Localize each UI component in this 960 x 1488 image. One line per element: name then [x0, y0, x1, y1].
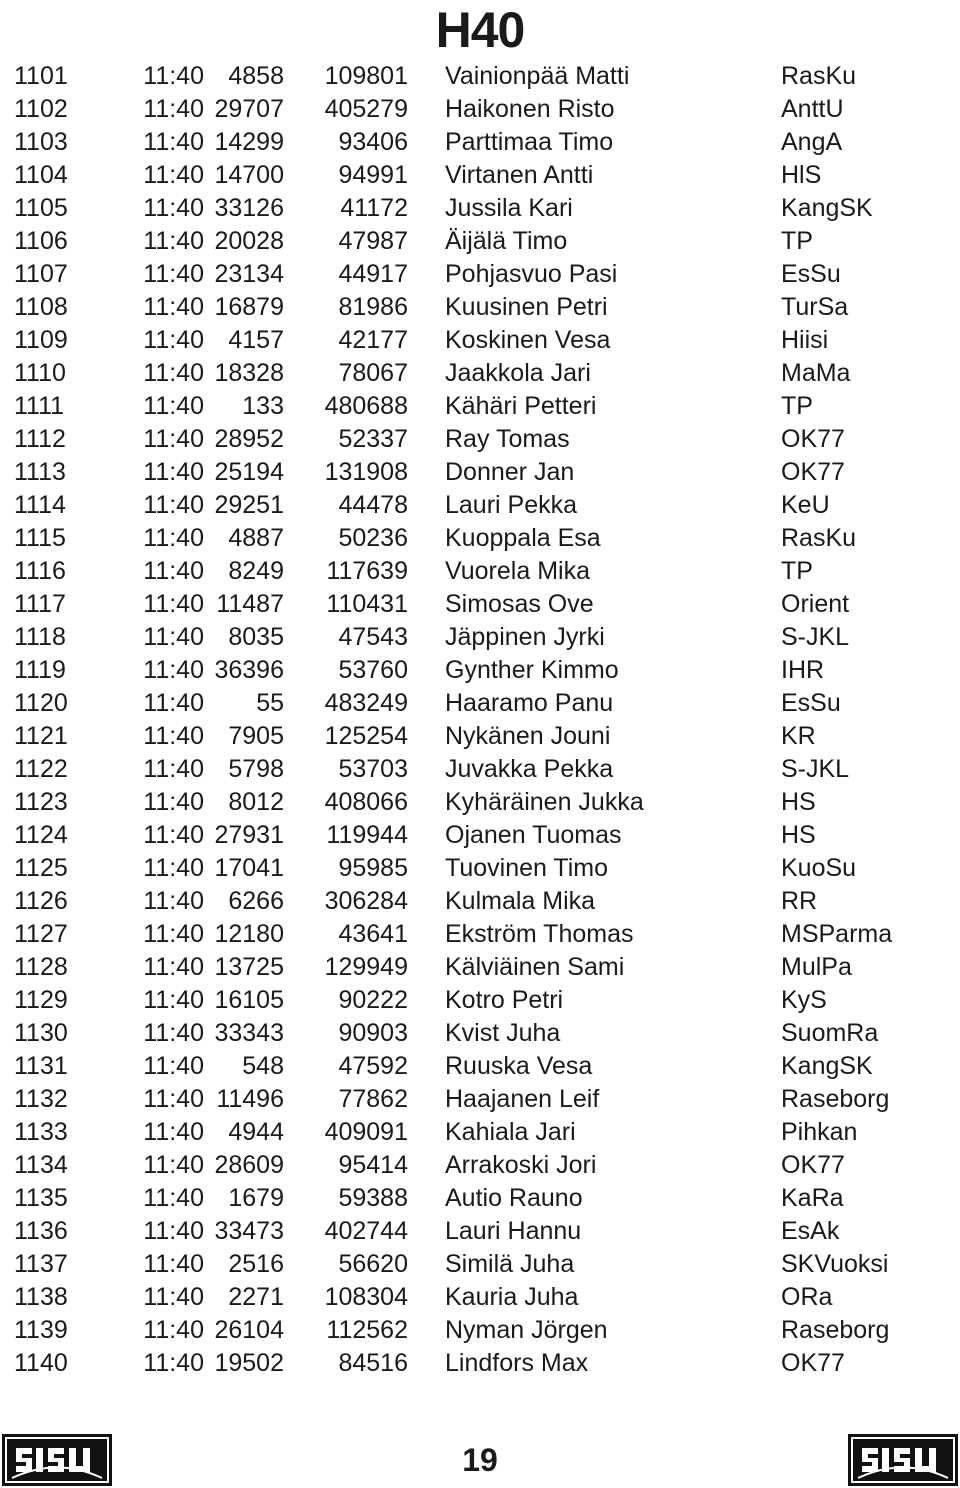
bib-number: 1117: [14, 590, 66, 618]
start-time: 11:40: [143, 227, 204, 255]
start-time: 11:40: [143, 1019, 204, 1047]
start-time: 11:40: [143, 1316, 204, 1344]
club-name: KR: [781, 722, 816, 750]
table-row: [14, 390, 892, 423]
bib-number: 1124: [14, 821, 68, 849]
table-row: [14, 687, 892, 720]
bib-number: 1103: [14, 128, 68, 156]
card-number: 53703: [338, 755, 408, 783]
start-time: 11:40: [143, 1217, 204, 1245]
bib-number: 1118: [14, 623, 66, 651]
table-row: [14, 588, 892, 621]
card-number: 119944: [326, 821, 408, 849]
license-number: 25194: [214, 458, 284, 486]
license-number: 4858: [228, 62, 284, 90]
start-time: 11:40: [143, 557, 204, 585]
license-number: 20028: [214, 227, 284, 255]
competitor-name: Jaakkola Jari: [445, 359, 591, 387]
license-number: 8035: [228, 623, 284, 651]
table-row: [14, 357, 892, 390]
start-time: 11:40: [143, 689, 204, 717]
bib-number: 1137: [14, 1250, 68, 1278]
license-number: 11496: [216, 1085, 284, 1113]
club-name: EsSu: [781, 260, 841, 288]
table-row: [14, 753, 892, 786]
table-row: [14, 522, 892, 555]
club-name: OK77: [781, 458, 845, 486]
club-name: Pihkan: [781, 1118, 858, 1146]
license-number: 28952: [214, 425, 284, 453]
competitor-name: Autio Rauno: [445, 1184, 583, 1212]
club-name: SuomRa: [781, 1019, 879, 1047]
card-number: 78067: [338, 359, 408, 387]
competitor-name: Kuusinen Petri: [445, 293, 608, 321]
table-row: [14, 489, 892, 522]
license-number: 548: [242, 1052, 284, 1080]
license-number: 29707: [214, 95, 284, 123]
club-name: Raseborg: [781, 1316, 890, 1344]
license-number: 2516: [228, 1250, 284, 1278]
club-name: Orient: [781, 590, 850, 618]
club-name: MaMa: [781, 359, 851, 387]
bib-number: 1105: [14, 194, 68, 222]
sisu-logo-icon: [848, 1434, 958, 1486]
license-number: 29251: [214, 491, 284, 519]
competitor-name: Lindfors Max: [445, 1349, 589, 1377]
table-row: [14, 1215, 892, 1248]
license-number: 8249: [228, 557, 284, 585]
table-row: [14, 819, 892, 852]
competitor-name: Lauri Hannu: [445, 1217, 582, 1245]
card-number: 95414: [338, 1151, 408, 1179]
start-time: 11:40: [143, 1250, 204, 1278]
bib-number: 1111: [14, 392, 65, 420]
table-row: [14, 1017, 892, 1050]
competitor-name: Kyhäräinen Jukka: [445, 788, 644, 816]
table-row: [14, 159, 892, 192]
license-number: 12180: [214, 920, 284, 948]
club-name: KaRa: [781, 1184, 844, 1212]
competitor-name: Äijälä Timo: [445, 227, 568, 255]
club-name: KyS: [781, 986, 827, 1014]
competitor-name: Kahiala Jari: [445, 1118, 576, 1146]
start-time: 11:40: [143, 392, 204, 420]
table-row: [14, 1083, 892, 1116]
table-row: [14, 951, 892, 984]
start-time: 11:40: [143, 161, 204, 189]
competitor-name: Haajanen Leif: [445, 1085, 600, 1113]
table-row: [14, 720, 892, 753]
start-time: 11:40: [143, 722, 204, 750]
start-time: 11:40: [143, 821, 204, 849]
start-time: 11:40: [143, 359, 204, 387]
license-number: 13725: [214, 953, 284, 981]
license-number: 6266: [228, 887, 284, 915]
table-row: [14, 423, 892, 456]
license-number: 16879: [214, 293, 284, 321]
start-time: 11:40: [143, 920, 204, 948]
license-number: 55: [256, 689, 284, 717]
start-time: 11:40: [143, 326, 204, 354]
card-number: 44478: [338, 491, 408, 519]
table-row: [14, 1248, 892, 1281]
bib-number: 1139: [14, 1316, 68, 1344]
competitor-name: Haikonen Risto: [445, 95, 615, 123]
start-time: 11:40: [143, 623, 204, 651]
card-number: 109801: [324, 62, 408, 90]
competitor-name: Ekström Thomas: [445, 920, 634, 948]
bib-number: 1123: [14, 788, 68, 816]
start-time: 11:40: [143, 1151, 204, 1179]
license-number: 4944: [228, 1118, 284, 1146]
table-row: [14, 555, 892, 588]
bib-number: 1101: [14, 62, 68, 90]
start-time: 11:40: [143, 1085, 204, 1113]
card-number: 402744: [324, 1217, 408, 1245]
competitor-name: Kuoppala Esa: [445, 524, 601, 552]
table-row: [14, 918, 892, 951]
club-name: KangSK: [781, 194, 873, 222]
start-time: 11:40: [143, 1349, 204, 1377]
start-time: 11:40: [143, 1184, 204, 1212]
competitor-name: Nykänen Jouni: [445, 722, 611, 750]
bib-number: 1115: [14, 524, 66, 552]
card-number: 47987: [338, 227, 408, 255]
table-row: [14, 93, 892, 126]
start-time: 11:40: [143, 854, 204, 882]
license-number: 19502: [214, 1349, 284, 1377]
start-time: 11:40: [143, 1283, 204, 1311]
card-number: 50236: [338, 524, 408, 552]
competitor-name: Kauria Juha: [445, 1283, 579, 1311]
card-number: 77862: [338, 1085, 408, 1113]
start-time: 11:40: [143, 953, 204, 981]
card-number: 42177: [338, 326, 408, 354]
table-row: [14, 984, 892, 1017]
start-time: 11:40: [143, 1118, 204, 1146]
bib-number: 1109: [14, 326, 68, 354]
table-row: [14, 225, 892, 258]
bib-number: 1132: [14, 1085, 68, 1113]
competitor-name: Gynther Kimmo: [445, 656, 619, 684]
competitor-name: Donner Jan: [445, 458, 575, 486]
page-number: 19: [462, 1442, 498, 1478]
license-number: 27931: [214, 821, 284, 849]
table-row: [14, 1149, 892, 1182]
club-name: AngA: [781, 128, 843, 156]
card-number: 112562: [326, 1316, 408, 1344]
competitor-name: Lauri Pekka: [445, 491, 578, 519]
club-name: HS: [781, 821, 816, 849]
competitor-name: Kähäri Petteri: [445, 392, 597, 420]
start-list-body: [14, 60, 892, 1380]
bib-number: 1121: [14, 722, 68, 750]
bib-number: 1128: [14, 953, 68, 981]
table-row: [14, 786, 892, 819]
competitor-name: Ojanen Tuomas: [445, 821, 622, 849]
bib-number: 1138: [14, 1283, 68, 1311]
card-number: 480688: [324, 392, 408, 420]
bib-number: 1120: [14, 689, 68, 717]
start-time: 11:40: [143, 755, 204, 783]
start-time: 11:40: [143, 62, 204, 90]
club-name: MulPa: [781, 953, 852, 981]
card-number: 47592: [338, 1052, 408, 1080]
bib-number: 1133: [14, 1118, 68, 1146]
start-time: 11:40: [143, 425, 204, 453]
license-number: 33126: [214, 194, 284, 222]
license-number: 26104: [214, 1316, 284, 1344]
competitor-name: Tuovinen Timo: [445, 854, 609, 882]
table-row: [14, 324, 892, 357]
club-name: IHR: [781, 656, 825, 684]
start-time: 11:40: [143, 656, 204, 684]
card-number: 95985: [338, 854, 408, 882]
competitor-name: Kulmala Mika: [445, 887, 596, 915]
club-name: TP: [781, 392, 813, 420]
bib-number: 1140: [14, 1349, 68, 1377]
competitor-name: Vainionpää Matti: [445, 62, 630, 90]
club-name: RR: [781, 887, 818, 915]
bib-number: 1112: [14, 425, 66, 453]
license-number: 1679: [228, 1184, 284, 1212]
license-number: 14700: [214, 161, 284, 189]
card-number: 81986: [338, 293, 408, 321]
license-number: 16105: [214, 986, 284, 1014]
bib-number: 1119: [14, 656, 66, 684]
license-number: 5798: [228, 755, 284, 783]
bib-number: 1104: [14, 161, 68, 189]
competitor-name: Simosas Ove: [445, 590, 594, 618]
club-name: Raseborg: [781, 1085, 890, 1113]
club-name: HlS: [781, 161, 822, 189]
club-name: MSParma: [781, 920, 893, 948]
competitor-name: Ray Tomas: [445, 425, 570, 453]
bib-number: 1102: [14, 95, 68, 123]
start-time: 11:40: [143, 887, 204, 915]
card-number: 110431: [326, 590, 408, 618]
bib-number: 1116: [14, 557, 66, 585]
card-number: 43641: [338, 920, 408, 948]
competitor-name: Kotro Petri: [445, 986, 564, 1014]
card-number: 52337: [338, 425, 408, 453]
competitor-name: Nyman Jörgen: [445, 1316, 608, 1344]
club-name: KeU: [781, 491, 830, 519]
club-name: S-JKL: [781, 755, 850, 783]
club-name: AnttU: [781, 95, 844, 123]
club-name: ORa: [781, 1283, 833, 1311]
club-name: RasKu: [781, 524, 857, 552]
bib-number: 1106: [14, 227, 68, 255]
bib-number: 1122: [14, 755, 68, 783]
competitor-name: Jäppinen Jyrki: [445, 623, 605, 651]
start-time: 11:40: [143, 95, 204, 123]
table-row: [14, 126, 892, 159]
start-time: 11:40: [143, 458, 204, 486]
license-number: 36396: [214, 656, 284, 684]
license-number: 33473: [214, 1217, 284, 1245]
license-number: 11487: [216, 590, 284, 618]
page-title: H40: [435, 2, 525, 58]
bib-number: 1136: [14, 1217, 68, 1245]
club-name: RasKu: [781, 62, 857, 90]
club-name: S-JKL: [781, 623, 850, 651]
bib-number: 1113: [14, 458, 66, 486]
card-number: 129949: [324, 953, 408, 981]
card-number: 94991: [338, 161, 408, 189]
bib-number: 1135: [14, 1184, 68, 1212]
competitor-name: Kälviäinen Sami: [445, 953, 625, 981]
card-number: 59388: [338, 1184, 408, 1212]
competitor-name: Juvakka Pekka: [445, 755, 614, 783]
club-name: EsSu: [781, 689, 841, 717]
card-number: 409091: [324, 1118, 408, 1146]
competitor-name: Arrakoski Jori: [445, 1151, 597, 1179]
bib-number: 1108: [14, 293, 68, 321]
card-number: 41172: [340, 194, 408, 222]
sisu-logo-icon: [2, 1434, 112, 1486]
competitor-name: Pohjasvuo Pasi: [445, 260, 618, 288]
start-time: 11:40: [143, 590, 204, 618]
bib-number: 1126: [14, 887, 68, 915]
club-name: HS: [781, 788, 816, 816]
start-time: 11:40: [143, 293, 204, 321]
bib-number: 1127: [14, 920, 68, 948]
table-row: [14, 1347, 892, 1380]
start-time: 11:40: [143, 788, 204, 816]
license-number: 7905: [228, 722, 284, 750]
bib-number: 1129: [14, 986, 68, 1014]
card-number: 56620: [338, 1250, 408, 1278]
competitor-name: Jussila Kari: [445, 194, 573, 222]
club-name: TurSa: [781, 293, 849, 321]
license-number: 4887: [228, 524, 284, 552]
bib-number: 1134: [14, 1151, 68, 1179]
table-row: [14, 291, 892, 324]
competitor-name: Vuorela Mika: [445, 557, 590, 585]
table-row: [14, 1281, 892, 1314]
card-number: 306284: [324, 887, 408, 915]
card-number: 90903: [338, 1019, 408, 1047]
club-name: OK77: [781, 425, 845, 453]
license-number: 33343: [214, 1019, 284, 1047]
license-number: 23134: [214, 260, 284, 288]
table-row: [14, 885, 892, 918]
table-row: [14, 1314, 892, 1347]
competitor-name: Virtanen Antti: [445, 161, 594, 189]
start-time: 11:40: [143, 524, 204, 552]
bib-number: 1131: [14, 1052, 68, 1080]
card-number: 131908: [324, 458, 408, 486]
license-number: 14299: [214, 128, 284, 156]
club-name: KangSK: [781, 1052, 873, 1080]
competitor-name: Similä Juha: [445, 1250, 575, 1278]
table-row: [14, 1116, 892, 1149]
table-row: [14, 621, 892, 654]
card-number: 44917: [338, 260, 408, 288]
competitor-name: Haaramo Panu: [445, 689, 614, 717]
competitor-name: Koskinen Vesa: [445, 326, 611, 354]
start-time: 11:40: [143, 986, 204, 1014]
license-number: 17041: [214, 854, 284, 882]
club-name: OK77: [781, 1151, 845, 1179]
table-row: [14, 192, 892, 225]
table-row: [14, 654, 892, 687]
start-list-table: [14, 60, 892, 1380]
license-number: 4157: [228, 326, 284, 354]
bib-number: 1114: [14, 491, 66, 519]
club-name: TP: [781, 227, 813, 255]
bib-number: 1107: [14, 260, 68, 288]
table-row: [14, 456, 892, 489]
card-number: 90222: [338, 986, 408, 1014]
table-row: [14, 852, 892, 885]
bib-number: 1130: [14, 1019, 68, 1047]
club-name: SKVuoksi: [781, 1250, 889, 1278]
bib-number: 1125: [14, 854, 68, 882]
license-number: 18328: [214, 359, 284, 387]
start-time: 11:40: [143, 128, 204, 156]
club-name: EsAk: [781, 1217, 840, 1245]
bib-number: 1110: [14, 359, 66, 387]
club-name: OK77: [781, 1349, 845, 1377]
table-row: [14, 1050, 892, 1083]
table-row: [14, 1182, 892, 1215]
card-number: 408066: [324, 788, 408, 816]
card-number: 117639: [326, 557, 408, 585]
competitor-name: Ruuska Vesa: [445, 1052, 593, 1080]
table-row: [14, 258, 892, 291]
card-number: 84516: [338, 1349, 408, 1377]
competitor-name: Kvist Juha: [445, 1019, 561, 1047]
table-row: [14, 60, 892, 93]
competitor-name: Parttimaa Timo: [445, 128, 614, 156]
card-number: 53760: [338, 656, 408, 684]
card-number: 47543: [338, 623, 408, 651]
card-number: 93406: [338, 128, 408, 156]
start-time: 11:40: [143, 260, 204, 288]
club-name: Hiisi: [781, 326, 829, 354]
start-time: 11:40: [143, 1052, 204, 1080]
license-number: 28609: [214, 1151, 284, 1179]
card-number: 108304: [324, 1283, 408, 1311]
card-number: 125254: [324, 722, 408, 750]
start-time: 11:40: [143, 491, 204, 519]
license-number: 2271: [228, 1283, 284, 1311]
license-number: 133: [242, 392, 284, 420]
start-time: 11:40: [143, 194, 204, 222]
license-number: 8012: [228, 788, 284, 816]
club-name: KuoSu: [781, 854, 857, 882]
club-name: TP: [781, 557, 813, 585]
card-number: 483249: [324, 689, 408, 717]
card-number: 405279: [324, 95, 408, 123]
